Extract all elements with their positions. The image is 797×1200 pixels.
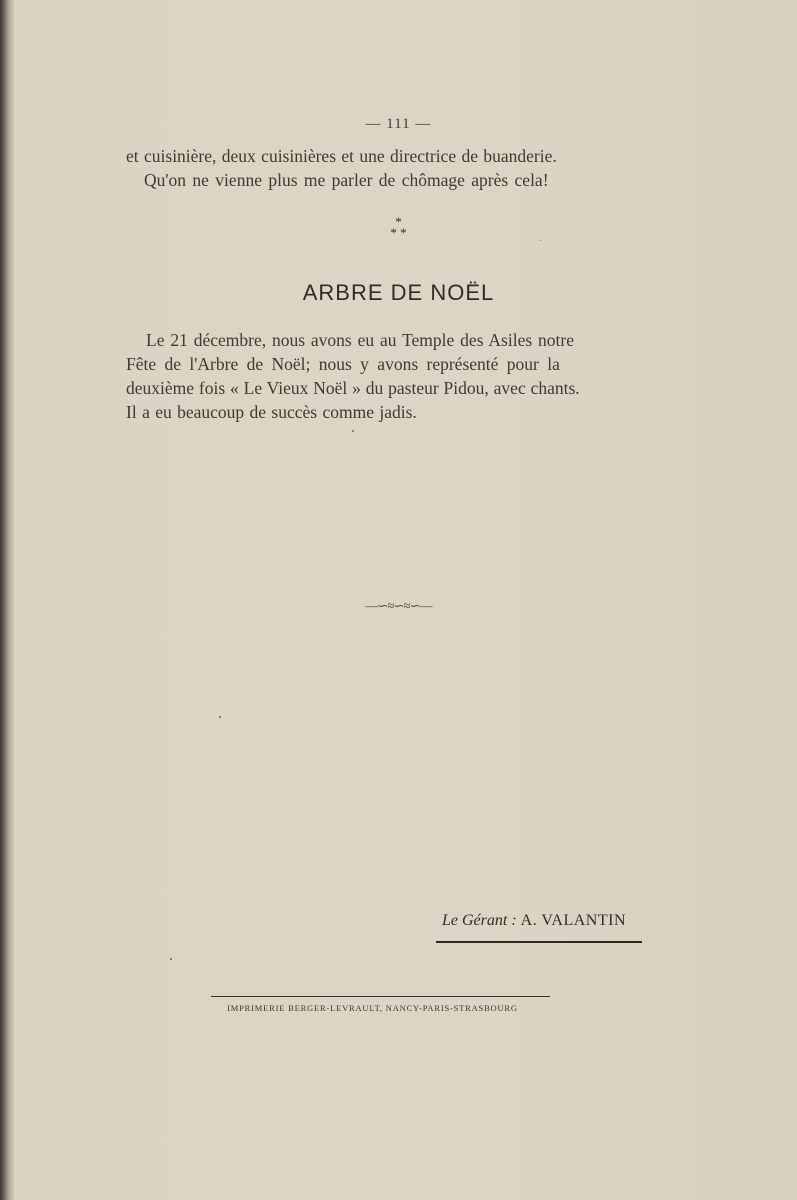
intro-line-1: et cuisinière, deux cuisinières et une directrice de buanderie. bbox=[126, 146, 557, 166]
printer-imprint: IMPRIMERIE BERGER-LEVRAULT, NANCY-PARIS-STRASBOURG bbox=[227, 1003, 518, 1013]
paper-speck bbox=[540, 240, 541, 241]
signature-name: A. VALANTIN bbox=[520, 912, 627, 929]
section-heading: ARBRE DE NOËL bbox=[302, 280, 495, 305]
imprint-rule bbox=[211, 996, 550, 997]
asterism-divider bbox=[0, 216, 797, 238]
signature-rule bbox=[436, 941, 642, 943]
paper-speck bbox=[219, 716, 221, 718]
paragraph-line-3: deuxième fois « Le Vieux Noël » du pasteur Pidou, avec chants. bbox=[126, 378, 580, 398]
asterism-top: * bbox=[395, 214, 402, 229]
asterism-bottom: * * bbox=[390, 225, 407, 240]
paragraph-line-4: Il a eu beaucoup de succès comme jadis. bbox=[126, 402, 417, 422]
page-number: — 111 — bbox=[365, 116, 432, 132]
section-paragraph bbox=[118, 328, 648, 424]
signature-block bbox=[436, 912, 642, 930]
paragraph-line-1: Le 21 décembre, nous avons eu au Temple des Asiles notre bbox=[146, 330, 574, 350]
fleuron-ornament: —∽≈∽≈∽— bbox=[365, 598, 432, 613]
intro-paragraph bbox=[118, 144, 648, 192]
paper-speck bbox=[170, 958, 172, 960]
intro-line-2: Qu'on ne vienne plus me parler de chômage après cela! bbox=[144, 170, 549, 190]
paper-speck bbox=[352, 430, 354, 432]
paragraph-line-2: Fête de l'Arbre de Noël; nous y avons représenté pour la bbox=[126, 354, 560, 374]
signature-label: Le Gérant : bbox=[442, 912, 517, 929]
